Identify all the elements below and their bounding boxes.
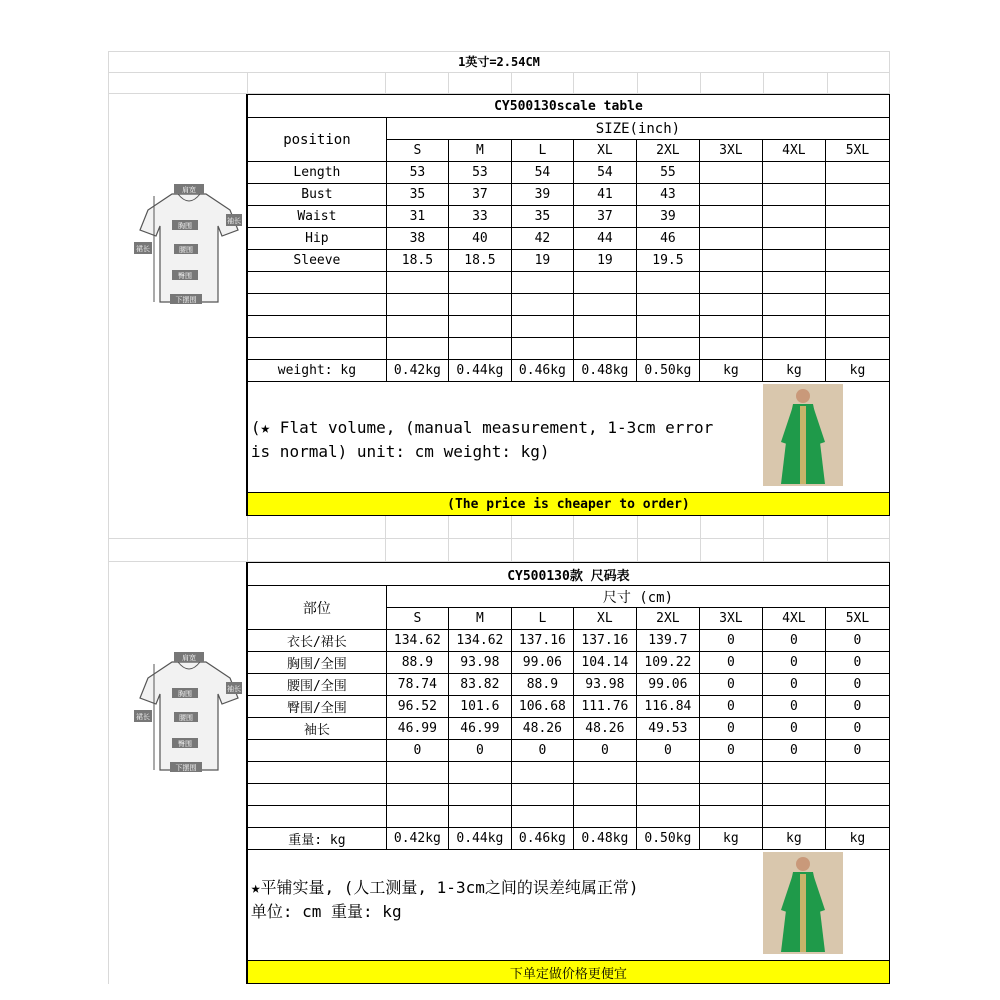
sleeve-label: 袖长 <box>227 685 241 693</box>
size-value: 43 <box>636 184 699 206</box>
empty-row <box>247 316 889 338</box>
hip-label: 臀围 <box>178 740 192 748</box>
size-label: 2XL <box>636 140 699 162</box>
length-label: 裙长 <box>136 245 150 253</box>
empty-row <box>247 272 889 294</box>
shoulder-label: 肩宽 <box>182 654 196 662</box>
size-value: 134.62 <box>386 630 448 652</box>
weight-value: 0.46kg <box>511 828 573 850</box>
size-value <box>825 228 889 250</box>
size-value: 96.52 <box>386 696 448 718</box>
hem-label: 下摆围 <box>175 296 197 304</box>
weight-row <box>247 360 889 382</box>
size-value: 0 <box>762 630 825 652</box>
price-footer: (The price is cheaper to order) <box>247 493 889 516</box>
size-value: 0 <box>699 740 762 762</box>
size-value: 38 <box>386 228 448 250</box>
size-value: 0 <box>825 630 889 652</box>
size-value: 41 <box>573 184 636 206</box>
size-value: 111.76 <box>573 696 636 718</box>
table-row <box>247 206 889 228</box>
size-value <box>825 250 889 272</box>
size-value: 31 <box>386 206 448 228</box>
size-value <box>825 184 889 206</box>
row-label: Bust <box>247 184 386 206</box>
size-value <box>699 206 762 228</box>
size-value: 54 <box>511 162 573 184</box>
garment-sketch-area <box>109 562 247 984</box>
size-value: 0 <box>762 740 825 762</box>
empty-row <box>247 338 889 360</box>
size-value: 39 <box>636 206 699 228</box>
empty-row <box>247 806 889 828</box>
chinese-size-table <box>247 562 890 984</box>
size-value: 46.99 <box>386 718 448 740</box>
size-value: 93.98 <box>573 674 636 696</box>
size-value: 137.16 <box>511 630 573 652</box>
english-size-block <box>108 94 890 516</box>
table-row <box>247 184 889 206</box>
note-cell <box>247 850 889 961</box>
row-label: 腰围/全围 <box>247 674 386 696</box>
size-value: 0 <box>762 696 825 718</box>
row-label <box>247 740 386 762</box>
table-title: CY500130scale table <box>247 95 889 118</box>
weight-row <box>247 828 889 850</box>
size-value: 35 <box>511 206 573 228</box>
weight-value: kg <box>699 360 762 382</box>
conversion-text: 1英寸=2.54CM <box>458 55 540 69</box>
waist-label: 腰围 <box>179 714 193 722</box>
weight-value: kg <box>762 828 825 850</box>
note-text <box>251 876 731 924</box>
empty-row <box>247 294 889 316</box>
spacer-grid-row <box>108 73 890 94</box>
size-value: 42 <box>511 228 573 250</box>
size-value: 0 <box>386 740 448 762</box>
size-value: 19.5 <box>636 250 699 272</box>
size-label: 5XL <box>825 608 889 630</box>
size-value: 48.26 <box>573 718 636 740</box>
weight-value: 0.44kg <box>448 828 511 850</box>
size-value: 0 <box>699 696 762 718</box>
size-value <box>825 206 889 228</box>
dress-measurement-sketch <box>134 650 244 780</box>
spacer-grid-row <box>108 516 890 539</box>
size-value: 35 <box>386 184 448 206</box>
size-value: 0 <box>762 674 825 696</box>
size-value: 0 <box>825 718 889 740</box>
table-row <box>247 630 889 652</box>
waist-label: 腰围 <box>179 246 193 254</box>
spacer-grid-row <box>108 539 890 562</box>
size-label: XL <box>573 608 636 630</box>
size-value <box>762 250 825 272</box>
size-value: 33 <box>448 206 511 228</box>
length-label: 裙长 <box>136 713 150 721</box>
size-value: 37 <box>448 184 511 206</box>
size-label: S <box>386 140 448 162</box>
dress-measurement-sketch <box>134 182 244 312</box>
table-row <box>247 696 889 718</box>
size-value <box>699 250 762 272</box>
size-value: 0 <box>825 674 889 696</box>
size-label: L <box>511 608 573 630</box>
size-value: 0 <box>825 740 889 762</box>
size-value: 40 <box>448 228 511 250</box>
chest-label: 胸围 <box>178 690 192 698</box>
hip-label: 臀围 <box>178 272 192 280</box>
row-label: 胸围/全围 <box>247 652 386 674</box>
size-value: 0 <box>699 630 762 652</box>
green-dress-photo <box>763 384 843 486</box>
weight-value: kg <box>699 828 762 850</box>
size-value: 19 <box>573 250 636 272</box>
sleeve-label: 袖长 <box>227 217 241 225</box>
size-label: M <box>448 608 511 630</box>
size-value: 116.84 <box>636 696 699 718</box>
size-value: 53 <box>448 162 511 184</box>
size-value: 88.9 <box>386 652 448 674</box>
size-value <box>699 184 762 206</box>
table-title: CY500130款 尺码表 <box>247 563 889 586</box>
size-value: 55 <box>636 162 699 184</box>
size-value: 49.53 <box>636 718 699 740</box>
row-label: 臀围/全围 <box>247 696 386 718</box>
size-value <box>762 228 825 250</box>
weight-value: 0.50kg <box>636 828 699 850</box>
size-value: 137.16 <box>573 630 636 652</box>
position-header: position <box>247 118 386 162</box>
size-value: 83.82 <box>448 674 511 696</box>
size-value: 0 <box>825 696 889 718</box>
size-value: 0 <box>825 652 889 674</box>
table-row <box>247 250 889 272</box>
chest-label: 胸围 <box>178 222 192 230</box>
table-row <box>247 740 889 762</box>
weight-value: kg <box>825 360 889 382</box>
size-value <box>762 206 825 228</box>
table-row <box>247 228 889 250</box>
size-value: 18.5 <box>386 250 448 272</box>
row-label: 衣长/裙长 <box>247 630 386 652</box>
row-label: Waist <box>247 206 386 228</box>
conversion-header <box>108 51 890 73</box>
size-label: 3XL <box>699 608 762 630</box>
weight-value: 0.48kg <box>573 360 636 382</box>
size-value: 44 <box>573 228 636 250</box>
table-row <box>247 674 889 696</box>
size-value: 0 <box>636 740 699 762</box>
size-value <box>825 162 889 184</box>
weight-label: weight: kg <box>247 360 386 382</box>
weight-value: kg <box>762 360 825 382</box>
size-label: 2XL <box>636 608 699 630</box>
size-value: 48.26 <box>511 718 573 740</box>
note-text: (★ Flat volume, (manual measurement, 1-3cm error is normal) unit: cm weight: kg) <box>250 418 714 461</box>
size-value: 88.9 <box>511 674 573 696</box>
table-row <box>247 718 889 740</box>
size-value: 0 <box>699 718 762 740</box>
size-label: 4XL <box>762 140 825 162</box>
size-value: 134.62 <box>448 630 511 652</box>
weight-value: 0.50kg <box>636 360 699 382</box>
size-value <box>699 228 762 250</box>
size-value <box>699 162 762 184</box>
size-label: 4XL <box>762 608 825 630</box>
size-value: 0 <box>699 652 762 674</box>
weight-value: 0.42kg <box>386 360 448 382</box>
size-value: 54 <box>573 162 636 184</box>
size-value: 46.99 <box>448 718 511 740</box>
size-value: 0 <box>762 718 825 740</box>
size-label: L <box>511 140 573 162</box>
size-value: 109.22 <box>636 652 699 674</box>
shoulder-label: 肩宽 <box>182 186 196 194</box>
table-row <box>247 652 889 674</box>
size-label: S <box>386 608 448 630</box>
weight-value: 0.42kg <box>386 828 448 850</box>
size-value: 139.7 <box>636 630 699 652</box>
table-row <box>247 162 889 184</box>
size-value: 19 <box>511 250 573 272</box>
size-label: XL <box>573 140 636 162</box>
weight-label: 重量: kg <box>247 828 386 850</box>
size-value <box>762 184 825 206</box>
weight-value: 0.46kg <box>511 360 573 382</box>
empty-row <box>247 762 889 784</box>
green-dress-photo <box>763 852 843 954</box>
size-value: 78.74 <box>386 674 448 696</box>
size-value: 99.06 <box>511 652 573 674</box>
size-value: 106.68 <box>511 696 573 718</box>
row-label: Sleeve <box>247 250 386 272</box>
size-value: 0 <box>573 740 636 762</box>
size-value: 0 <box>448 740 511 762</box>
size-value: 0 <box>699 674 762 696</box>
row-label: Length <box>247 162 386 184</box>
chinese-size-block <box>108 562 890 984</box>
size-label: M <box>448 140 511 162</box>
size-value: 39 <box>511 184 573 206</box>
row-label: Hip <box>247 228 386 250</box>
weight-value: 0.44kg <box>448 360 511 382</box>
weight-value: 0.48kg <box>573 828 636 850</box>
size-header: SIZE(inch) <box>386 118 889 140</box>
row-label: 袖长 <box>247 718 386 740</box>
note-line-1: ★平铺实量, (人工测量, 1-3cm之间的误差纯属正常) <box>250 878 639 897</box>
size-label: 5XL <box>825 140 889 162</box>
size-chart-sheet <box>108 51 890 984</box>
note-cell <box>247 382 889 493</box>
english-size-table <box>247 94 890 516</box>
note-line-2: 单位: cm 重量: kg <box>250 902 402 921</box>
weight-value: kg <box>825 828 889 850</box>
garment-sketch-area <box>109 94 247 516</box>
size-value: 93.98 <box>448 652 511 674</box>
size-value: 104.14 <box>573 652 636 674</box>
size-label: 3XL <box>699 140 762 162</box>
position-header: 部位 <box>247 586 386 630</box>
empty-row <box>247 784 889 806</box>
size-value: 46 <box>636 228 699 250</box>
size-value: 0 <box>762 652 825 674</box>
size-value: 37 <box>573 206 636 228</box>
size-value: 18.5 <box>448 250 511 272</box>
size-value: 101.6 <box>448 696 511 718</box>
size-value: 0 <box>511 740 573 762</box>
size-value: 99.06 <box>636 674 699 696</box>
hem-label: 下摆围 <box>175 764 197 772</box>
size-header: 尺寸 (cm) <box>386 586 889 608</box>
size-value <box>762 162 825 184</box>
price-footer: 下单定做价格更便宜 <box>247 961 889 984</box>
size-value: 53 <box>386 162 448 184</box>
